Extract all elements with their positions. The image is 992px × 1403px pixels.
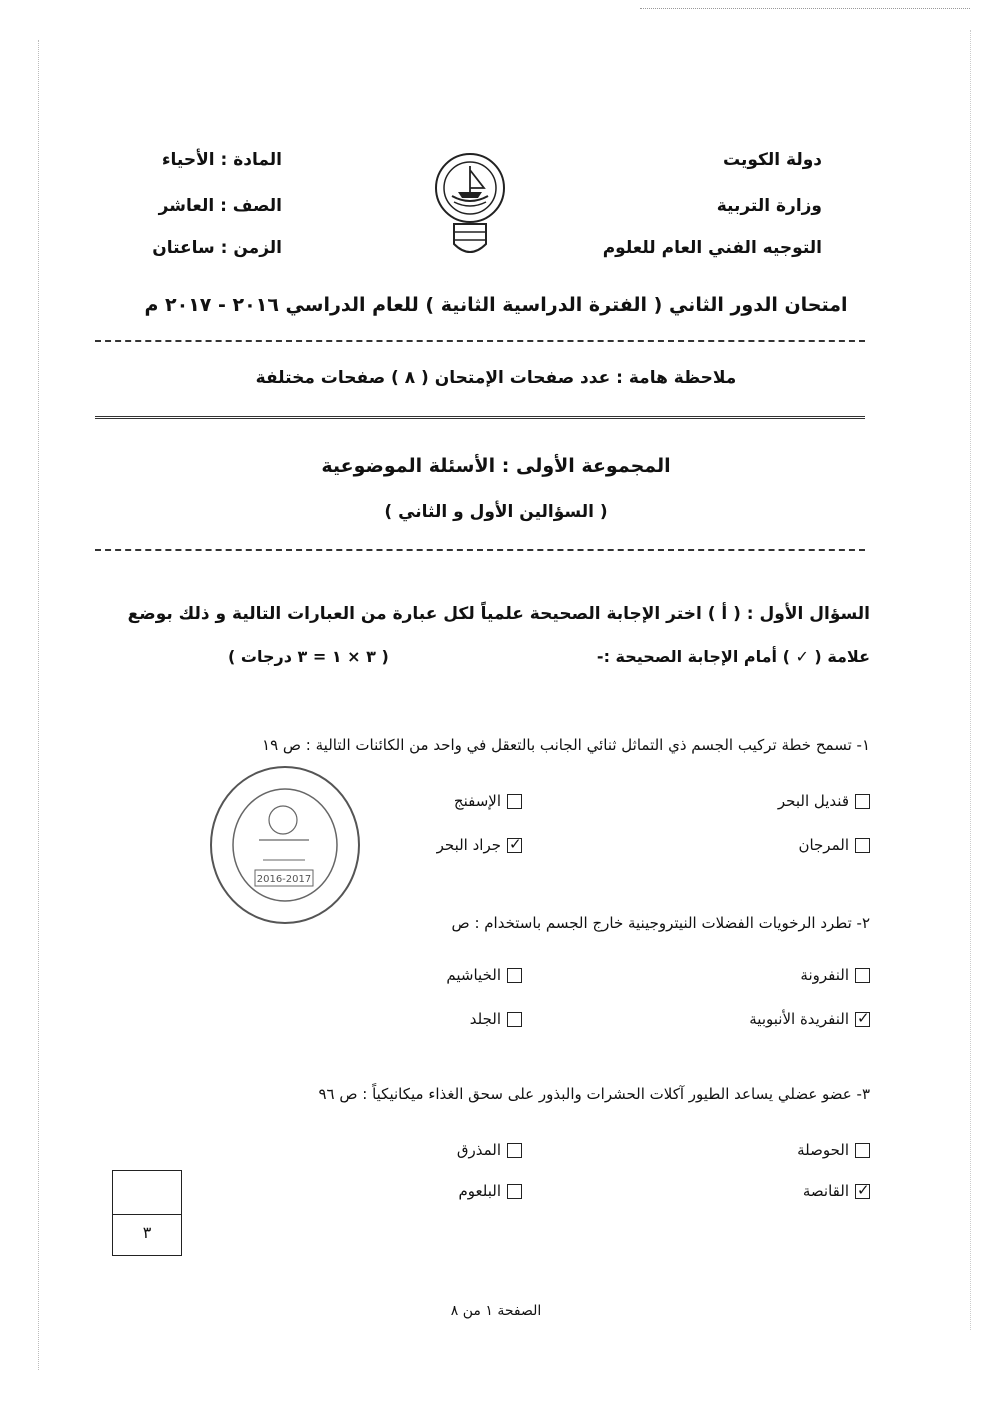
question-3-text: ٣- عضو عضلي يساعد الطيور آكلات الحشرات والبذور على سحق الغذاء ميكانيكياً : ص ٩٦ xyxy=(318,1085,870,1103)
question-1-text: ١- تسمح خطة تركيب الجسم ذي التماثل ثنائي الجانب بالتعقل في واحد من الكائنات التالية : ص ١٩ xyxy=(262,736,870,754)
q1-option-d[interactable] xyxy=(437,836,522,854)
kuwait-emblem-icon xyxy=(430,148,510,268)
scan-artifact-left xyxy=(38,40,39,1370)
checkbox[interactable] xyxy=(507,1012,522,1027)
header-subject: المادة : الأحياء xyxy=(161,150,282,170)
q1-option-b[interactable] xyxy=(454,792,522,810)
question-2-text: ٢- تطرد الرخويات الفضلات النيتروجينية خارج الجسم باستخدام : ص xyxy=(451,914,870,932)
option-label: جراد البحر xyxy=(436,836,501,854)
checkbox[interactable] xyxy=(855,1143,870,1158)
score-box-value: ٣ xyxy=(142,1223,152,1242)
q3-option-c[interactable] xyxy=(803,1182,870,1200)
q1-option-a[interactable] xyxy=(778,792,870,810)
q1-option-c[interactable] xyxy=(798,836,870,854)
option-label: البلعوم xyxy=(458,1182,501,1200)
q3-option-a[interactable] xyxy=(797,1141,870,1159)
q1-instruction-line1: السؤال الأول : ( أ ) اختر الإجابة الصحيحة علمياً لكل عبارة من العبارات التالية و ذلك بوضع xyxy=(127,604,870,624)
school-stamp-icon xyxy=(205,760,365,930)
checkbox-checked[interactable] xyxy=(855,1012,870,1027)
q2-option-d[interactable] xyxy=(470,1010,522,1028)
divider xyxy=(95,340,865,342)
header-ministry: وزارة التربية xyxy=(716,196,822,216)
q2-option-b[interactable] xyxy=(446,966,522,984)
divider xyxy=(95,549,865,551)
header-country: دولة الكويت xyxy=(722,150,822,170)
important-note: ملاحظة هامة : عدد صفحات الإمتحان ( ٨ ) صفحات مختلفة xyxy=(255,368,737,388)
option-label: النفرونة xyxy=(800,966,849,984)
option-label: الجلد xyxy=(469,1010,501,1028)
option-label: الحوصلة xyxy=(797,1141,849,1159)
option-label: المذرق xyxy=(456,1141,501,1159)
checkbox[interactable] xyxy=(507,794,522,809)
checkbox[interactable] xyxy=(855,838,870,853)
divider xyxy=(95,416,865,419)
scan-artifact-right xyxy=(970,30,971,1330)
option-label: المرجان xyxy=(798,836,849,854)
checkbox[interactable] xyxy=(855,794,870,809)
checkbox-checked[interactable] xyxy=(507,838,522,853)
stamp-year: 2016-2017 xyxy=(256,874,312,885)
option-label: الإسفنج xyxy=(453,792,501,810)
checkbox[interactable] xyxy=(507,968,522,983)
group-subtitle: ( السؤالين الأول و الثاني ) xyxy=(384,502,608,522)
q2-option-c[interactable] xyxy=(749,1010,870,1028)
q2-option-a[interactable] xyxy=(800,966,870,984)
scan-artifact-top xyxy=(640,8,970,9)
option-label: القانصة xyxy=(802,1182,849,1200)
q1-instruction-line2: علامة ( ✓ ) أمام الإجابة الصحيحة :- xyxy=(596,647,870,666)
option-label: الخياشيم xyxy=(446,966,501,984)
option-label: النفريدة الأنبوبية xyxy=(749,1010,849,1028)
header-time: الزمن : ساعتان xyxy=(152,238,282,258)
checkbox[interactable] xyxy=(507,1184,522,1199)
option-label: قنديل البحر xyxy=(777,792,849,810)
q1-marks: ( ٣ × ١ = ٣ درجات ) xyxy=(228,647,389,666)
score-box-divider xyxy=(113,1214,181,1215)
page-footer: الصفحة ١ من ٨ xyxy=(450,1303,542,1319)
checkbox-checked[interactable] xyxy=(855,1184,870,1199)
checkbox[interactable] xyxy=(855,968,870,983)
exam-title: امتحان الدور الثاني ( الفترة الدراسية الثانية ) للعام الدراسي ٢٠١٦ - ٢٠١٧ م xyxy=(144,294,848,316)
header-department: التوجيه الفني العام للعلوم xyxy=(602,238,822,258)
q3-option-d[interactable] xyxy=(458,1182,522,1200)
score-box xyxy=(112,1170,182,1256)
header-grade: الصف : العاشر xyxy=(158,196,282,216)
group-title: المجموعة الأولى : الأسئلة الموضوعية xyxy=(321,455,671,477)
checkbox[interactable] xyxy=(507,1143,522,1158)
q3-option-b[interactable] xyxy=(457,1141,522,1159)
